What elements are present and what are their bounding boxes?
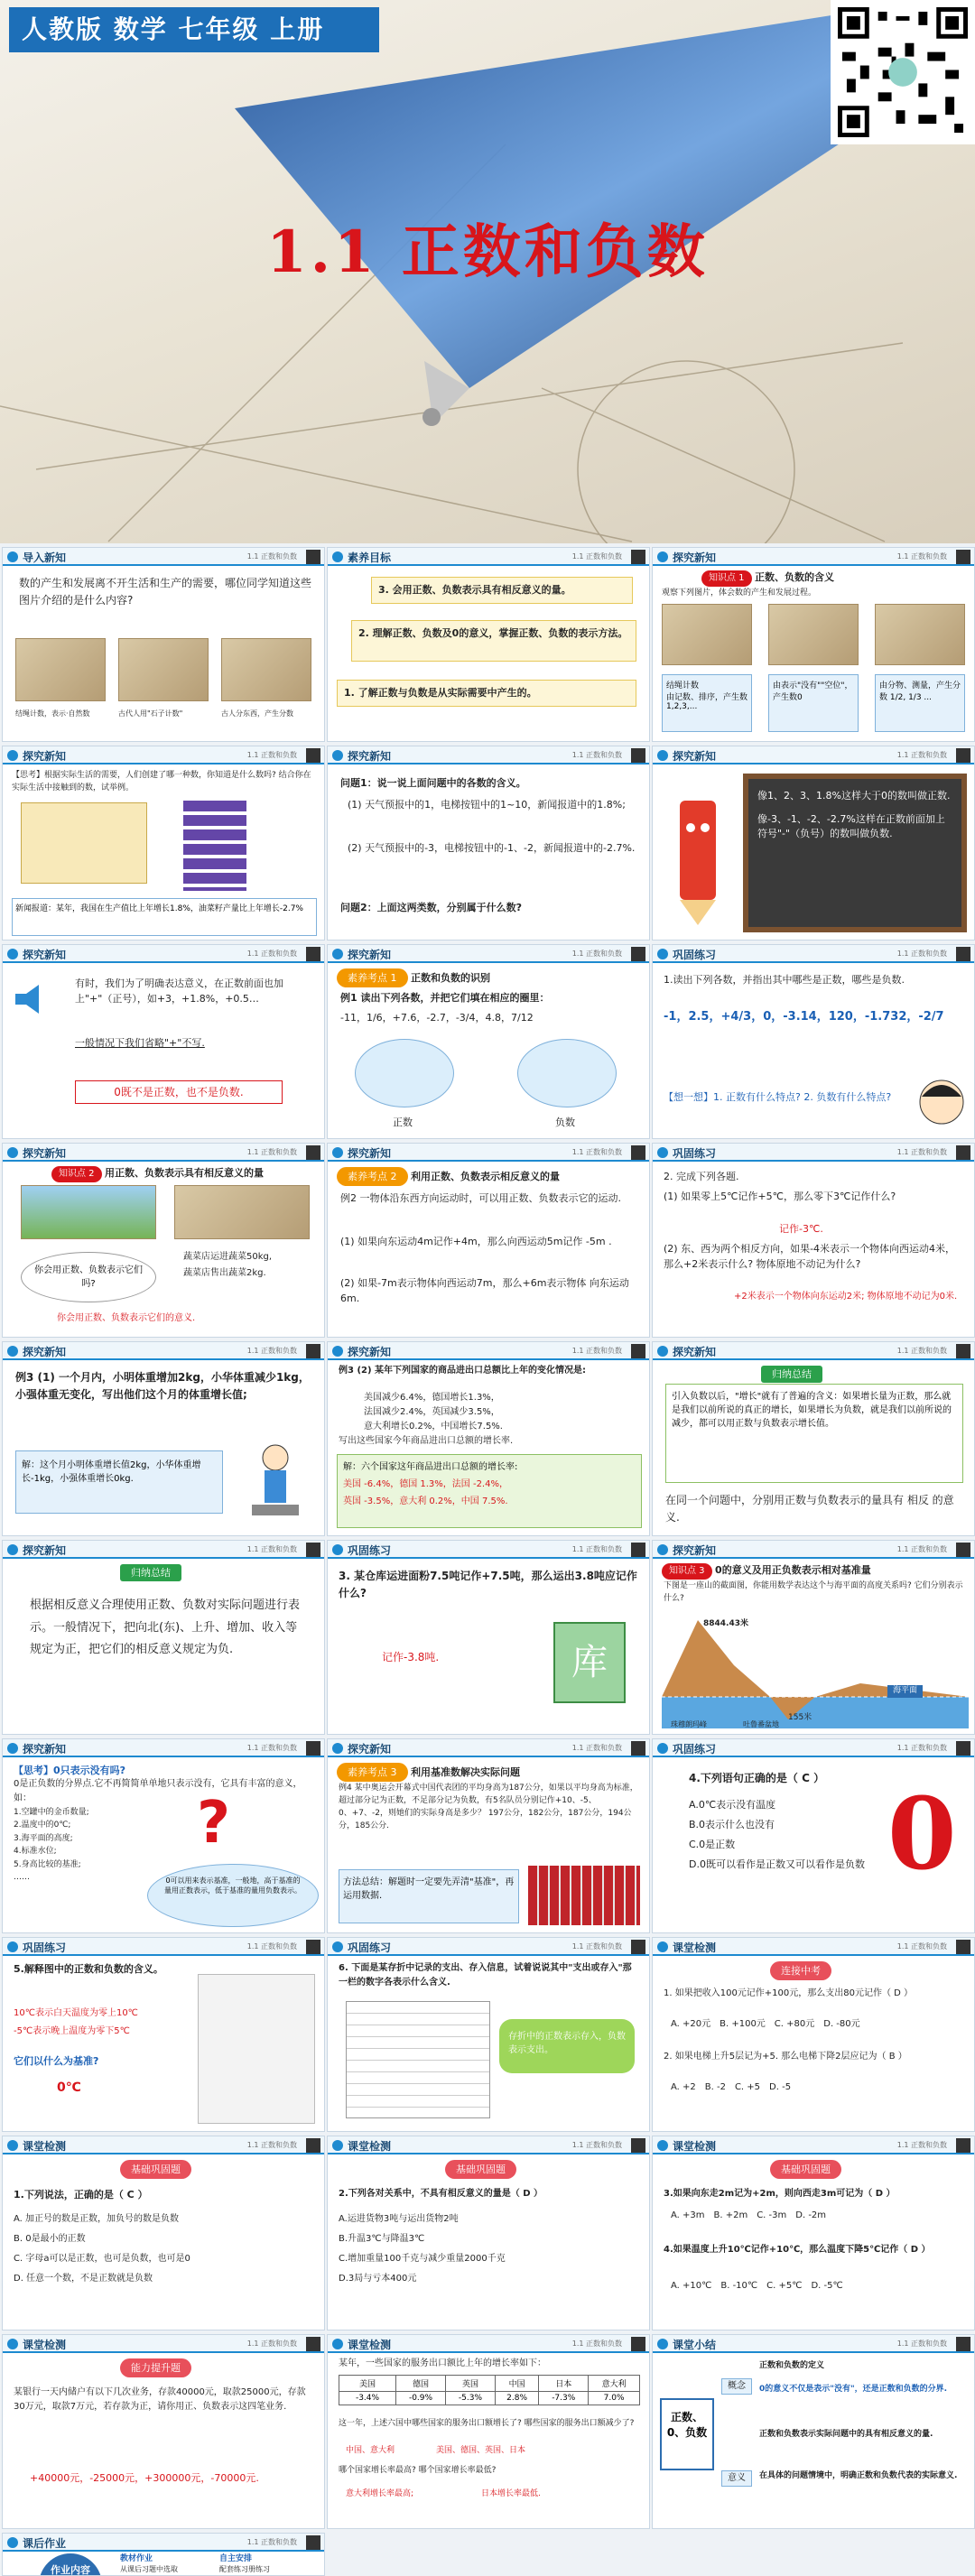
cover-title: 1.1 正数和负数 xyxy=(266,218,709,286)
method-summary: 方法总结：解题时一定要先弄清"基准"，再运用数据. xyxy=(339,1869,519,1923)
student-face-icon xyxy=(916,1077,967,1127)
negative-definition: 像-3、-1、-2、-2.7%这样在正数前面加上符号"-"（负号）的数叫做负数. xyxy=(757,813,945,839)
intro-caption-1: 结绳计数，表示·自然数 xyxy=(15,709,90,718)
positive-label: 正数 xyxy=(393,1117,413,1128)
slide-exam-link: 课堂检测 1.1 正数和负数 连接中考 1. 如果把收入100元记作+100元，那么支出80元记作（ D ） A. +20元 B. +100元 C. +80元 D. -80元 2. 如果电梯上升5层记为+5. 那么电梯下降2层应记为（ B ） A. +2 B. -2 C. +5 D. -5 xyxy=(652,1937,975,2132)
export-growth-table: 美国 德国 英国 中国 日本 意大利 -3.4% -0.9% -5.3% 2.8% -7.3% 7.0% xyxy=(339,2375,640,2405)
negative-label: 负数 xyxy=(555,1117,575,1128)
history-box-1: 结绳计数 由记数、排序，产生数1,2,3,... xyxy=(662,674,752,732)
homework-circle: 作业内容 xyxy=(39,2553,102,2576)
think-text: 【思考】根据实际生活的需要，人们创建了哪一种数，你知道是什么数吗? 结合你在实际生活中接触到的数，试举例。 xyxy=(12,771,311,792)
slide-practice-6: 巩固练习 1.1 正数和负数 6. 下面是某存折中记录的支出、存入信息，试着说说其中"支出或存入"那一栏的数字各表示什么含义. 存折中的正数表示存入，负数表示支出。 xyxy=(327,1937,650,2132)
qr-code[interactable] xyxy=(831,0,975,144)
scale-person-icon xyxy=(239,1441,311,1523)
answer-1: (1) 天气预报中的1，电梯按钮中的1~10，新闻报道中的1.8%; xyxy=(348,799,626,811)
slide-check-2: 课堂检测 1.1 正数和负数 基础巩固题 2.下列各对关系中，不具有相反意义的量是（ D ） A.运进货物3吨与运出货物2吨 B.升温3℃与降温3℃ C.增加重量100千克与减少重量2000千克 D.3局与亏本400元 xyxy=(327,2136,650,2330)
market-picture xyxy=(174,1185,310,1239)
warehouse-sign: 库 xyxy=(553,1622,626,1703)
practice-numbers: -1，2.5，+4/3，0，-3.14，120，-1.732，-2/7 xyxy=(664,1010,944,1024)
speaker-icon xyxy=(12,981,55,1017)
example-2-answer-2: (2) 如果-7m表示物体向西运动7m，那么+6m表示物体 向东运动6m. xyxy=(340,1277,629,1305)
knowledge-2-note: 你会用正数、负数表示它们的意义. xyxy=(57,1313,196,1323)
knowledge-head: 正数、负数的含义 xyxy=(755,571,835,583)
positive-definition: 像1、2、3、1.8%这样大于0的数叫做正数. xyxy=(757,790,951,802)
question-bubble: 你会用正数、负数表示它们吗? xyxy=(21,1252,156,1302)
slide-check-3: 课堂检测 1.1 正数和负数 基础巩固题 3.如果向东走2m记为+2m，则向西走3m可记为（ D ） A. +3m B. +2m C. -3m D. -2m 4.如果温度上升10℃记作+10℃，那么温度下降5℃记作（ D ） A. +10℃ B. -10℃ C. +5℃ D. -5℃ xyxy=(652,2136,975,2330)
zero-statement: 0既不是正数，也不是负数. xyxy=(75,1080,283,1104)
example-numbers: -11，1/6，+7.6，-2.7，-3/4，4.8，7/12 xyxy=(340,1012,534,1024)
summary-paragraph-1: 引入负数以后，"增长"就有了普遍的含义：如果增长量为正数，那么就是我们以前所说的真正的增长，如果增长为负数，就是我们以前所说的减少，都可以用正数与负数表示增长值。 xyxy=(665,1384,963,1483)
vegetables-in: 蔬菜店运进蔬菜50kg, xyxy=(183,1252,273,1262)
sign-text-1: 有时，我们为了明确表达意义，在正数前面也加上"+"（正号），如+3，+1.8%，+0.5… xyxy=(75,978,283,1005)
big-zero-icon: 0 xyxy=(887,1775,957,1892)
practice-2-item-1: (1) 如果零上5℃记作+5℃，那么零下3℃记作什么? xyxy=(664,1191,896,1202)
slide-homework: 课后作业 1.1 正数和负数 作业内容 教材作业 从课后习题中选取 自主安排 配套练习册练习 xyxy=(2,2533,325,2576)
answer-2: (2) 天气预报中的-3，电梯按钮中的-1、-2，新闻报道中的-2.7%. xyxy=(348,842,636,854)
history-picture-2 xyxy=(768,604,859,665)
slide-check-1: 课堂检测 1.1 正数和负数 基础巩固题 1.下列说法，正确的是（ C ） A. 加正号的数是正数，加负号的数是负数 B. 0是最小的正数 C. 字母a可以是正数，也可是负数，也可是0 D. 任意一个数，不是正数就是负数 xyxy=(2,2136,325,2330)
elevator-buttons xyxy=(183,801,246,891)
practice-2-answer-2: +2米表示一个物体向东运动2米; 物体原地不动记为0米. xyxy=(734,1292,958,1302)
intro-caption-3: 古人分东西，产生分数 xyxy=(221,709,293,718)
point-pill: 素养考点 1 xyxy=(337,968,408,987)
team-photo xyxy=(528,1866,640,1925)
slide-zero-meaning: 探究新知 1.1 正数和负数 【思考】0只表示没有吗? 0是正负数的分界点.它不再简简单单地只表示没有，它具有丰富的意义，如： 1.空罐中的金币数量; 2.温度中的0℃; 3.海平面的高度; 4.标准水位; 5.身高比较的基准; …… ? 0可以用来表示基准，一般地，高于基准的量用正数表示，低于基准的量用负数表示。 xyxy=(2,1738,325,1933)
question-mark-icon: ? xyxy=(197,1790,231,1857)
example-2-answer-1: (1) 如果向东运动4m记作+4m，那么向西运动5m记作 -5m . xyxy=(340,1236,612,1247)
slide-practice-5: 巩固练习 1.1 正数和负数 5.解释图中的正数和负数的含义。 10℃表示白天温度为零上10℃ -5℃表示晚上温度为零下5℃ 它们以什么为基准? 0℃ xyxy=(2,1937,325,2132)
intro-picture-3 xyxy=(221,638,311,701)
intro-caption-2: 古代人用"石子计数" xyxy=(118,709,183,718)
summary-paragraph-2: 在同一个问题中，分别用正数与负数表示的量具有 相反 的意义. xyxy=(665,1494,954,1524)
question-2: 问题2：上面这两类数，分别属于什么数? xyxy=(340,902,523,913)
summary-2-text: 根据相反意义合理使用正数、负数对实际问题进行表示。一般情况下，把向北(东)、上升、增加、收入等规定为正，把它们的相反意义规定为负. xyxy=(30,1598,301,1657)
example-2-question: 例2 一物体沿东西方向运动时，可以用正数、负数表示它的运动. xyxy=(340,1192,621,1204)
goal-2: 2. 理解正数、负数及0的意义，掌握正数、负数的表示方法。 xyxy=(358,627,628,639)
slide-knowledge-3: 探究新知 1.1 正数和负数 知识点 3 0的意义及用正负数表示相对基准量 下图是一座山的截面图，你能用数学表达这个与海平面的高度关系吗? 它们分别表示什么? 8844.43米 155米 珠穆朗玛峰 吐鲁番盆地 海平面 xyxy=(652,1540,975,1735)
slide-practice-1: 巩固练习 1.1 正数和负数 1.读出下列各数，并指出其中哪些是正数，哪些是负数. -1，2.5，+4/3，0，-3.14，120，-1.732，-2/7 【想一想】1. 正数有什么特点? 2. 负数有什么特点? xyxy=(652,944,975,1139)
qr-code-icon xyxy=(838,7,968,137)
example-3b-answer: 解：六个国家这年商品进出口总额的增长率: xyxy=(343,1462,518,1472)
slide-practice-4: 巩固练习 1.1 正数和负数 4.下列语句正确的是（ C ） A.0℃表示没有温度 B.0表示什么也没有 C.0是正数 D.0既可以看作是正数又可以看作是负数 0 xyxy=(652,1738,975,1933)
slide-goals: 素养目标 1.1 正数和负数 3. 会用正数、负数表示具有相反意义的量。 2. 理解正数、负数及0的意义，掌握正数、负数的表示方法。 1. 了解正数与负数是从实际需要中产生的。 xyxy=(327,547,650,742)
slide-example-1: 探究新知 1.1 正数和负数 素养考点 1 正数和负数的识别 例1 读出下列各数，并把它们填在相应的圈里： -11，1/6，+7.6，-2.7，-3/4，4.8，7/12 正数 负数 xyxy=(327,944,650,1139)
slide-summary: 课堂小结 1.1 正数和负数 正数、0、负数 概念 意义 正数和负数的定义 0的意义不仅是表示"没有"，还是正数和负数的分界. 正数和负数表示实际问题中的具有相反意义的量. 在具体的问题情境中，明确正数和负数代表的实际意义. xyxy=(652,2334,975,2529)
question-1: 问题1：说一说上面问题中的各数的含义。 xyxy=(340,777,526,789)
slide-example-2: 探究新知 1.1 正数和负数 素养考点 2 利用正数、负数表示相反意义的量 例2 一物体沿东西方向运动时，可以用正数、负数表示它的运动. (1) 如果向东运动4m记作+4m，那么向西运动5m记作 -5m . (2) 如果-7m表示物体向西运动7m，那么+6m表示物体 向东运动6m. xyxy=(327,1143,650,1338)
intro-picture-1 xyxy=(15,638,106,701)
example-3b-rates-2: 英国 -3.5%，意大利 0.2%，中国 7.5%. xyxy=(343,1496,508,1506)
slide-example-3a: 探究新知 1.1 正数和负数 例3 (1) 一个月内，小明体重增加2kg，小华体重减少1kg，小强体重无变化，写出他们这个月的体重增长值; 解：这个月小明体重增长值2kg，小华体重增长-1kg，小强体重增长0kg. xyxy=(2,1341,325,1536)
slide-icon xyxy=(7,551,18,562)
positive-circle[interactable] xyxy=(355,1039,454,1107)
intro-picture-2 xyxy=(118,638,209,701)
intro-text: 数的产生和发展离不开生活和生产的需要，哪位同学知道这些图片介绍的是什么内容? xyxy=(19,577,312,607)
slide-practice-3: 巩固练习 1.1 正数和负数 3. 某仓库运进面粉7.5吨记作+7.5吨，那么运出3.8吨应记作什么? 记作-3.8吨. 库 xyxy=(327,1540,650,1735)
slide-explore: 课堂检测 1.1 正数和负数 某年，一些国家的服务出口额比上年的增长率如下： 美国 德国 英国 中国 日本 意大利 -3.4% -0.9% -5.3% 2.8% -7.3% 7.0% 这一年，上述六国中哪些国家的服务出口额增长了? 哪些国家的服务出口额减少了? 中国、意大利 美国、德国、英国、日本 哪个国家增长率最高? 哪个国家增长率最低? 意大利增长率最高; 日本增长率最低. xyxy=(327,2334,650,2529)
example-question: 例1 读出下列各数，并把它们填在相应的圈里： xyxy=(340,992,550,1004)
practice-2-item-2: (2) 东、西为两个相反方向，如果-4米表示一个物体向西运动4米，那么+2米表示什么? 物体原地不动记为什么? xyxy=(664,1243,956,1271)
practice-2-question: 2. 完成下列各题. xyxy=(664,1171,739,1182)
slide-summary-2: 探究新知 1.1 正数和负数 归纳总结 根据相反意义合理使用正数、负数对实际问题进行表示。一般情况下，把向北(东)、上升、增加、收入等规定为正，把它们的相反意义规定为负. xyxy=(2,1540,325,1735)
point-head: 正数和负数的识别 xyxy=(411,972,490,984)
practice-think: 【想一想】1. 正数有什么特点? 2. 负数有什么特点? xyxy=(664,1091,892,1103)
knowledge-tag: 知识点 1 xyxy=(701,570,752,587)
slide-example-3b: 探究新知 1.1 正数和负数 例3 (2) 某年下列国家的商品进出口总额比上年的变化情况是: 美国减少6.4%，德国增长1.3%， 法国减少2.4%，英国减少3.5%， 意大利增长0.2%，中国增长7.5%. 写出这些国家今年商品进出口总额的增长率. 解：六个国家这年商品进出口总额的增长率: 美国 -6.4%，德国 1.3%，法国 -2.4%， 英国 -3.5%，意大利 0.2%，中国 7.5%. xyxy=(327,1341,650,1536)
example-4-text: 例4 某中奥运会开幕式中国代表团的平均身高为187公分，如果以平均身高为标准，超过部分记为正数，不足部分记为负数，有5名队员分别记作+10、-5、0、+7、-2，则她们的实际身高是多少？ 197公分，182公分，187公分，194公分，185公分. xyxy=(339,1784,638,1830)
qr-small-icon xyxy=(306,550,320,564)
road-picture xyxy=(21,1185,156,1239)
goal-1: 1. 了解正数与负数是从实际需要中产生的。 xyxy=(344,687,537,699)
sign-text-2: 一般情况下我们省略"+"不写. xyxy=(75,1037,205,1049)
slide-ability: 课堂检测 1.1 正数和负数 能力提升题 某银行一天内储户有以下几次业务，存款40000元，取款25000元，存款30万元，取款7万元，若存款为正，请你用正、负数表示这四笔业务. +40000元，-25000元，+300000元，-70000元. xyxy=(2,2334,325,2529)
slide-knowledge-2: 探究新知 1.1 正数和负数 知识点 2 用正数、负数表示具有相反意义的量 你会用正数、负数表示它们吗? 蔬菜店运进蔬菜50kg, 蔬菜店售出蔬菜2kg. 你会用正数、负数表示它们的意义. xyxy=(2,1143,325,1338)
practice-2-answer-1: 记作-3℃. xyxy=(779,1223,823,1235)
slide-summary-1: 探究新知 1.1 正数和负数 归纳总结 引入负数以后，"增长"就有了普遍的含义：如果增长量为正数，那么就是我们以前所说的真正的增长，如果增长为负数，就是我们以前所说的减少，都可以用正数与负数表示增长值。 在同一个问题中，分别用正数与负数表示的量具有 相反 的意义. xyxy=(652,1341,975,1536)
vegetables-out: 蔬菜店售出蔬菜2kg. xyxy=(183,1268,266,1278)
summary-box-label: 归纳总结 xyxy=(761,1366,822,1383)
slide-definition: 探究新知 1.1 正数和负数 像1、2、3、1.8%这样大于0的数叫做正数. 像-3、-1、-2、-2.7%这样在正数前面加上符号"-"（负号）的数叫做负数. xyxy=(652,746,975,941)
negative-circle[interactable] xyxy=(517,1039,617,1107)
pencil-mascot-icon xyxy=(662,792,734,927)
history-picture-3 xyxy=(875,604,965,665)
history-box-3: 由分物、测量，产生分数 1/2, 1/3 ... xyxy=(875,674,965,732)
practice-3-answer: 记作-3.8吨. xyxy=(382,1651,440,1663)
summary-center: 正数、0、负数 xyxy=(660,2398,714,2470)
example-3b-rates-1: 美国 -6.4%，德国 1.3%，法国 -2.4%， xyxy=(343,1479,508,1489)
book-tag: 人教版 数学 七年级 上册 xyxy=(9,7,379,52)
slide-questions: 探究新知 1.1 正数和负数 问题1：说一说上面问题中的各数的含义。 (1) 天气预报中的1，电梯按钮中的1~10，新闻报道中的1.8%; (2) 天气预报中的-3，电梯按钮中的-1、-2，新闻报道中的-2.7%. 问题2：上面这两类数，分别属于什么数? xyxy=(327,746,650,941)
thermometer-picture xyxy=(198,1974,315,2124)
history-picture-1 xyxy=(662,604,752,665)
slide-example-4: 探究新知 1.1 正数和负数 素养考点 3 利用基准数解决实际问题 例4 某中奥运会开幕式中国代表团的平均身高为187公分，如果以平均身高为标准，超过部分记为正数，不足部分记为负数，有5名队员分别记作+10、-5、0、+7、-2，则她们的实际身高是多少？ 197公分，182公分，187公分，194公分，185公分. 方法总结：解题时一定要先弄清"基准"，再运用数据. xyxy=(327,1738,650,1933)
goal-3: 3. 会用正数、负数表示具有相反意义的量。 xyxy=(378,584,571,596)
example-3a-question: 例3 (1) 一个月内，小明体重增加2kg，小华体重减少1kg，小强体重无变化，写出他们这个月的体重增长值; xyxy=(15,1371,310,1401)
china-map xyxy=(21,802,147,884)
slide-sign: 探究新知 1.1 正数和负数 有时，我们为了明确表达意义，在正数前面也加上"+"（正号），如+3，+1.8%，+0.5… 一般情况下我们省略"+"不写. 0既不是正数，也不是负数. xyxy=(2,944,325,1139)
slide-knowledge-1: 探究新知 1.1 正数和负数 知识点 1 正数、负数的含义 观察下列图片，体会数的产生和发展过程。 结绳计数 由记数、排序，产生数1,2,3,... 由表示"没有""空位"，产生数0 由分物、测量，产生分数 1/2, 1/3 ... xyxy=(652,547,975,742)
example-3a-answer: 解：这个月小明体重增长值2kg，小华体重增长-1kg，小强体重增长0kg. xyxy=(15,1450,223,1514)
news-report: 新闻报道：某年，我国在生产值比上年增长1.8%，油菜籽产量比上年增长-2.7% xyxy=(12,898,317,936)
practice-question: 1.读出下列各数，并指出其中哪些是正数，哪些是负数. xyxy=(664,974,905,986)
history-box-2: 由表示"没有""空位"，产生数0 xyxy=(768,674,859,732)
cover-slide xyxy=(0,0,975,543)
slide-think-1: 探究新知 1.1 正数和负数 【思考】根据实际生活的需要，人们创建了哪一种数，你知道是什么数吗? 结合你在实际生活中接触到的数，试举例。 新闻报道：某年，我国在生产值比上年增长1.8%，油菜籽产量比上年增长-2.7% xyxy=(2,746,325,941)
passbook-picture xyxy=(346,2001,490,2118)
slide-practice-2: 巩固练习 1.1 正数和负数 2. 完成下列各题. (1) 如果零上5℃记作+5℃，那么零下3℃记作什么? 记作-3℃. (2) 东、西为两个相反方向，如果-4米表示一个物体向西运动4米，那么+2米表示什么? 物体原地不动记为什么? +2米表示一个物体向东运动2米; 物体原地不动记为0米. xyxy=(652,1143,975,1338)
knowledge-sub: 观察下列图片，体会数的产生和发展过程。 xyxy=(662,588,817,598)
practice-3-question: 3. 某仓库运进面粉7.5吨记作+7.5吨，那么运出3.8吨应记作什么? xyxy=(339,1570,637,1599)
slide-intro: 导入新知 1.1 正数和负数 数的产生和发展离不开生活和生产的需要，哪位同学知道这些图片介绍的是什么内容? 结绳计数，表示·自然数 古代人用"石子计数" 古人分东西，产生分数 xyxy=(2,547,325,742)
